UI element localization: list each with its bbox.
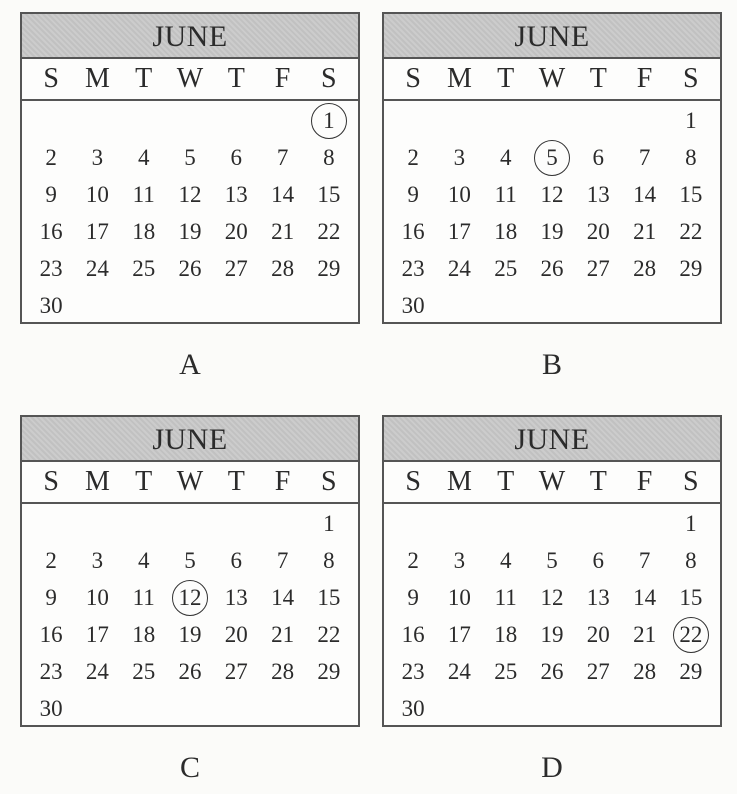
day-cell: 21 — [633, 218, 657, 244]
weekday-label: M — [84, 63, 110, 94]
day-cell: 18 — [494, 621, 518, 647]
day-cell: 14 — [271, 181, 295, 207]
day-cell: 16 — [39, 218, 63, 244]
day-cell: 23 — [39, 255, 63, 281]
day-cell: 3 — [453, 547, 466, 573]
day-cell: 17 — [447, 621, 471, 647]
weekday-label: W — [538, 63, 566, 94]
day-cell: 21 — [271, 621, 295, 647]
weekday-label: F — [636, 63, 653, 94]
day-cell: 8 — [685, 144, 697, 170]
empty-day-cell — [213, 505, 259, 542]
day-cell: 19 — [540, 621, 564, 647]
weekday-label: S — [321, 63, 337, 94]
day-grid — [28, 102, 352, 322]
weekday-label: T — [227, 466, 245, 497]
empty-day-cell — [436, 505, 482, 542]
day-cell: 11 — [132, 584, 155, 610]
day-cell: 21 — [271, 218, 295, 244]
weekday-label: T — [589, 466, 607, 497]
day-cell: 18 — [494, 218, 518, 244]
day-cell: 20 — [224, 218, 248, 244]
day-cell: 10 — [85, 181, 109, 207]
option-label: A — [179, 348, 201, 381]
weekday-label: S — [43, 466, 59, 497]
day-cell: 24 — [447, 658, 471, 684]
day-cell: 19 — [178, 218, 202, 244]
day-cell: 2 — [45, 547, 57, 573]
day-cell: 15 — [679, 584, 703, 610]
circled-day: 12 — [167, 579, 213, 616]
weekday-label: T — [589, 63, 607, 94]
day-cell: 2 — [407, 547, 419, 573]
day-cell: 23 — [401, 658, 425, 684]
day-cell: 27 — [224, 255, 248, 281]
day-cell: 1 — [685, 510, 697, 536]
empty-day-cell — [529, 505, 575, 542]
day-cell: 17 — [447, 218, 471, 244]
day-cell: 11 — [132, 181, 155, 207]
day-cell: 28 — [271, 255, 295, 281]
weekday-label: S — [405, 466, 421, 497]
day-cell: 4 — [499, 144, 512, 170]
empty-day-cell — [28, 102, 74, 139]
empty-day-cell — [483, 505, 529, 542]
day-cell: 28 — [633, 658, 657, 684]
weekday-header — [22, 462, 358, 504]
day-cell: 8 — [323, 144, 335, 170]
day-cell: 5 — [184, 547, 196, 573]
weekday-label: S — [405, 63, 421, 94]
day-cell: 16 — [39, 621, 63, 647]
month-title: JUNE — [22, 14, 358, 59]
day-cell: 22 — [679, 218, 703, 244]
weekday-label: T — [135, 466, 153, 497]
weekday-label: S — [43, 63, 59, 94]
day-cell: 8 — [323, 547, 335, 573]
day-cell: 12 — [540, 181, 564, 207]
empty-day-cell — [621, 102, 667, 139]
day-cell: 15 — [317, 181, 341, 207]
day-cell: 21 — [633, 621, 657, 647]
day-cell: 13 — [586, 181, 610, 207]
month-title: JUNE — [22, 417, 358, 462]
day-grid — [28, 505, 352, 725]
day-cell: 26 — [540, 255, 564, 281]
empty-day-cell — [259, 102, 305, 139]
day-cell: 18 — [132, 621, 156, 647]
day-cell: 1 — [685, 107, 697, 133]
weekday-label: W — [176, 63, 204, 94]
day-cell: 13 — [224, 584, 248, 610]
day-cell: 2 — [407, 144, 419, 170]
weekday-label: S — [683, 466, 699, 497]
day-cell: 8 — [685, 547, 697, 573]
day-cell: 6 — [592, 144, 605, 170]
day-cell: 14 — [633, 584, 657, 610]
option-label: D — [541, 751, 563, 784]
day-cell: 6 — [230, 547, 243, 573]
day-cell: 30 — [39, 695, 63, 721]
day-cell: 26 — [540, 658, 564, 684]
weekday-label: M — [446, 63, 472, 94]
empty-day-cell — [390, 102, 436, 139]
calendar — [20, 12, 360, 324]
day-cell: 6 — [592, 547, 605, 573]
day-cell: 23 — [401, 255, 425, 281]
day-grid — [390, 505, 714, 725]
weekday-label: S — [683, 63, 699, 94]
empty-day-cell — [167, 102, 213, 139]
day-cell: 23 — [39, 658, 63, 684]
day-cell: 27 — [224, 658, 248, 684]
empty-day-cell — [121, 102, 167, 139]
day-cell: 6 — [230, 144, 243, 170]
weekday-label: T — [227, 63, 245, 94]
empty-day-cell — [167, 505, 213, 542]
day-cell: 5 — [546, 547, 558, 573]
option-label: B — [541, 348, 562, 381]
day-cell: 16 — [401, 621, 425, 647]
weekday-header — [22, 59, 358, 101]
day-cell: 12 — [540, 584, 564, 610]
weekday-label: W — [538, 466, 566, 497]
day-cell: 26 — [178, 658, 202, 684]
option-label: C — [179, 751, 200, 784]
day-cell: 3 — [91, 547, 104, 573]
empty-day-cell — [28, 505, 74, 542]
day-cell: 7 — [638, 144, 651, 170]
day-cell: 4 — [137, 547, 150, 573]
day-cell: 25 — [494, 658, 518, 684]
weekday-label: F — [274, 63, 291, 94]
circled-day: 1 — [306, 102, 352, 139]
empty-day-cell — [575, 505, 621, 542]
day-cell: 4 — [137, 144, 150, 170]
day-cell: 7 — [276, 547, 289, 573]
day-cell: 19 — [540, 218, 564, 244]
day-cell: 24 — [85, 255, 109, 281]
empty-day-cell — [74, 505, 120, 542]
circled-day: 22 — [668, 616, 714, 653]
day-cell: 13 — [224, 181, 248, 207]
empty-day-cell — [390, 505, 436, 542]
weekday-label: T — [497, 466, 515, 497]
empty-day-cell — [436, 102, 482, 139]
day-cell: 15 — [317, 584, 341, 610]
day-cell: 2 — [45, 144, 57, 170]
day-cell: 22 — [317, 621, 341, 647]
weekday-label: T — [497, 63, 515, 94]
day-cell: 9 — [407, 584, 419, 610]
day-cell: 10 — [447, 584, 471, 610]
day-cell: 3 — [453, 144, 466, 170]
day-cell: 9 — [45, 181, 57, 207]
day-cell: 22 — [317, 218, 341, 244]
day-cell: 9 — [407, 181, 419, 207]
day-cell: 12 — [178, 181, 202, 207]
day-cell: 3 — [91, 144, 104, 170]
day-cell: 29 — [317, 255, 341, 281]
empty-day-cell — [259, 505, 305, 542]
day-cell: 19 — [178, 621, 202, 647]
day-cell: 18 — [132, 218, 156, 244]
day-cell: 7 — [638, 547, 651, 573]
month-title: JUNE — [384, 417, 720, 462]
day-cell: 5 — [184, 144, 196, 170]
weekday-label: F — [274, 466, 291, 497]
calendar — [382, 415, 722, 727]
day-cell: 25 — [132, 658, 156, 684]
day-cell: 16 — [401, 218, 425, 244]
day-cell: 24 — [447, 255, 471, 281]
empty-day-cell — [483, 102, 529, 139]
weekday-header — [384, 59, 720, 101]
day-cell: 24 — [85, 658, 109, 684]
day-cell: 25 — [494, 255, 518, 281]
circled-day: 5 — [529, 139, 575, 176]
day-cell: 10 — [447, 181, 471, 207]
calendar — [382, 12, 722, 324]
empty-day-cell — [575, 102, 621, 139]
day-cell: 30 — [401, 695, 425, 721]
day-cell: 25 — [132, 255, 156, 281]
day-cell: 17 — [85, 218, 109, 244]
day-cell: 28 — [271, 658, 295, 684]
day-cell: 1 — [323, 510, 335, 536]
day-cell: 30 — [39, 292, 63, 318]
day-cell: 9 — [45, 584, 57, 610]
day-cell: 29 — [317, 658, 341, 684]
calendar — [20, 415, 360, 727]
day-cell: 26 — [178, 255, 202, 281]
empty-day-cell — [213, 102, 259, 139]
day-cell: 14 — [271, 584, 295, 610]
day-cell: 20 — [224, 621, 248, 647]
day-cell: 11 — [494, 181, 517, 207]
day-cell: 11 — [494, 584, 517, 610]
day-cell: 20 — [586, 218, 610, 244]
day-cell: 17 — [85, 621, 109, 647]
day-cell: 7 — [276, 144, 289, 170]
month-title: JUNE — [384, 14, 720, 59]
day-cell: 10 — [85, 584, 109, 610]
weekday-label: W — [176, 466, 204, 497]
day-cell: 28 — [633, 255, 657, 281]
day-cell: 15 — [679, 181, 703, 207]
empty-day-cell — [74, 102, 120, 139]
day-cell: 29 — [679, 255, 703, 281]
empty-day-cell — [529, 102, 575, 139]
empty-day-cell — [121, 505, 167, 542]
weekday-label: S — [321, 466, 337, 497]
empty-day-cell — [621, 505, 667, 542]
day-cell: 14 — [633, 181, 657, 207]
weekday-label: T — [135, 63, 153, 94]
day-cell: 27 — [586, 255, 610, 281]
day-cell: 4 — [499, 547, 512, 573]
day-cell: 27 — [586, 658, 610, 684]
day-cell: 13 — [586, 584, 610, 610]
weekday-header — [384, 462, 720, 504]
weekday-label: M — [84, 466, 110, 497]
day-cell: 30 — [401, 292, 425, 318]
day-cell: 29 — [679, 658, 703, 684]
day-grid — [390, 102, 714, 322]
day-cell: 20 — [586, 621, 610, 647]
weekday-label: M — [446, 466, 472, 497]
weekday-label: F — [636, 466, 653, 497]
